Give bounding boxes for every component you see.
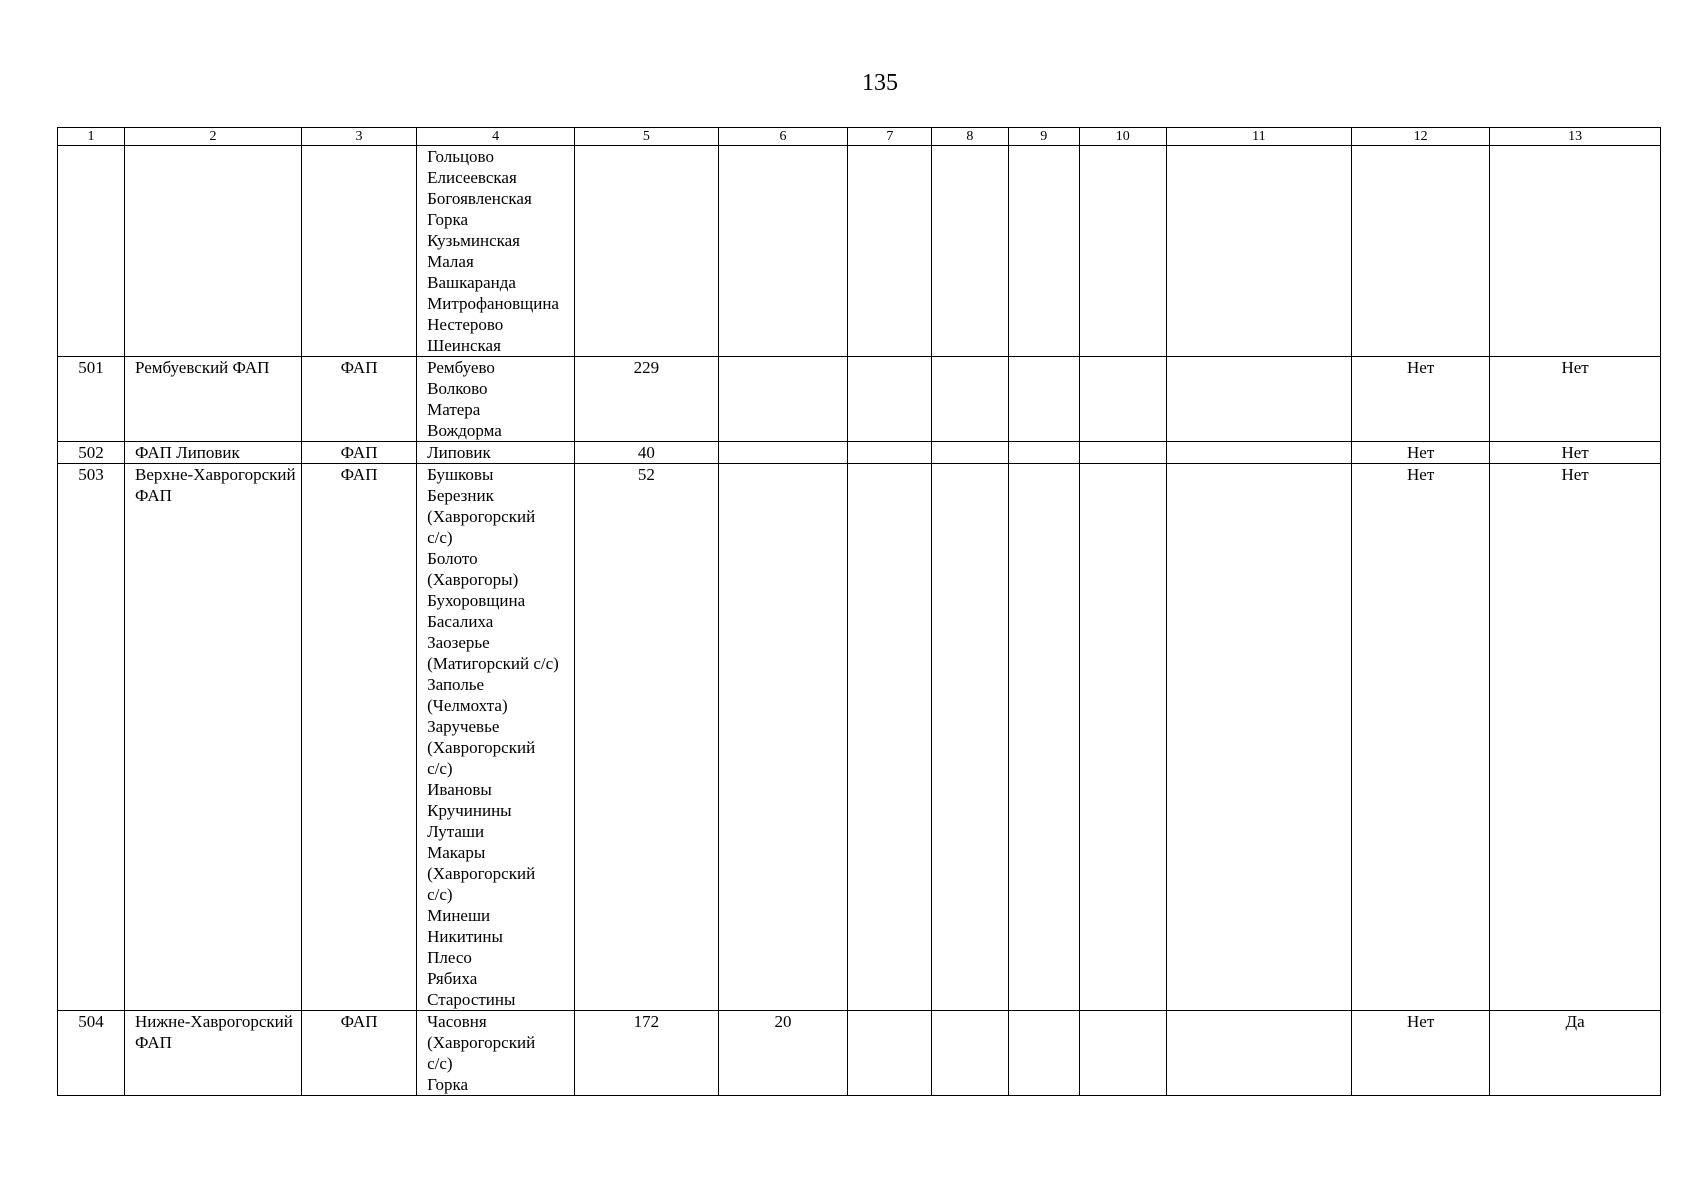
col5-cell xyxy=(575,146,718,357)
col8-cell xyxy=(932,442,1008,464)
place-name: Липовик xyxy=(427,443,491,462)
col8-cell xyxy=(932,357,1008,442)
col10-cell xyxy=(1079,1011,1166,1096)
table-row xyxy=(58,464,1661,1011)
place-name: (Хаврогорский xyxy=(427,1033,536,1052)
place-name: Старостины xyxy=(427,990,516,1009)
place-name: Горка xyxy=(427,1075,468,1094)
col10-cell xyxy=(1079,442,1166,464)
col13-cell: Нет xyxy=(1490,464,1661,1011)
places-cell xyxy=(417,1011,575,1096)
column-header: 8 xyxy=(932,128,1008,146)
col7-cell xyxy=(848,357,932,442)
column-header: 7 xyxy=(848,128,932,146)
table-row xyxy=(58,1011,1661,1096)
column-header: 10 xyxy=(1079,128,1166,146)
column-header: 6 xyxy=(718,128,848,146)
place-name: Заполье xyxy=(427,675,485,694)
place-name: (Хаврогорский xyxy=(427,864,536,883)
column-header: 3 xyxy=(301,128,416,146)
place-name: Кузьминская xyxy=(427,231,521,250)
column-header: 2 xyxy=(125,128,302,146)
facility-type-cell: ФАП xyxy=(301,442,416,464)
col7-cell xyxy=(848,1011,932,1096)
place-name: Заручевье xyxy=(427,717,500,736)
place-name: Минеши xyxy=(427,906,491,925)
col12-cell: Нет xyxy=(1352,464,1490,1011)
facility-name-cell: ФАП Липовик xyxy=(125,442,302,464)
place-name: Макары xyxy=(427,843,486,862)
table-row xyxy=(58,442,1661,464)
col9-cell xyxy=(1008,357,1079,442)
col7-cell xyxy=(848,464,932,1011)
place-name: Заозерье xyxy=(427,633,490,652)
column-header: 12 xyxy=(1352,128,1490,146)
col11-cell xyxy=(1166,442,1351,464)
col9-cell xyxy=(1008,442,1079,464)
col5-cell: 40 xyxy=(575,442,718,464)
col9-cell xyxy=(1008,146,1079,357)
facility-type-cell: ФАП xyxy=(301,464,416,1011)
place-name: (Хаврогорский xyxy=(427,507,536,526)
col10-cell xyxy=(1079,357,1166,442)
place-name: Березник xyxy=(427,486,494,505)
row-number-cell: 504 xyxy=(58,1011,125,1096)
column-header: 9 xyxy=(1008,128,1079,146)
facility-name-cell: Верхне-Хаврогорский ФАП xyxy=(125,464,302,1011)
places-cell xyxy=(417,464,575,1011)
place-name: Матера xyxy=(427,400,481,419)
col13-cell xyxy=(1490,146,1661,357)
facility-name-cell: Нижне-Хаврогорский ФАП xyxy=(125,1011,302,1096)
col6-cell xyxy=(718,464,848,1011)
facility-type-cell: ФАП xyxy=(301,357,416,442)
col11-cell xyxy=(1166,357,1351,442)
col13-cell: Да xyxy=(1490,1011,1661,1096)
place-name: Гольцово xyxy=(427,147,494,166)
facility-type-cell xyxy=(301,146,416,357)
place-name: Вашкаранда xyxy=(427,273,516,292)
place-name: Горка xyxy=(427,210,468,229)
col6-cell xyxy=(718,146,848,357)
place-name: (Хаврогоры) xyxy=(427,570,519,589)
col8-cell xyxy=(932,464,1008,1011)
place-name: (Матигорский с/с) xyxy=(427,654,559,673)
place-name: (Хаврогорский xyxy=(427,738,536,757)
col11-cell xyxy=(1166,464,1351,1011)
facility-name-cell xyxy=(125,146,302,357)
place-name: Богоявленская xyxy=(427,189,532,208)
places-cell xyxy=(417,442,575,464)
place-name: Бухоровщина xyxy=(427,591,526,610)
data-table xyxy=(57,127,1661,1096)
column-header: 5 xyxy=(575,128,718,146)
place-name: с/с) xyxy=(427,1054,453,1073)
place-name: Ивановы xyxy=(427,780,492,799)
col6-cell xyxy=(718,357,848,442)
col12-cell: Нет xyxy=(1352,357,1490,442)
col12-cell: Нет xyxy=(1352,1011,1490,1096)
place-name: с/с) xyxy=(427,759,453,778)
place-name: Митрофановщина xyxy=(427,294,559,313)
page-number: 135 xyxy=(862,70,898,96)
column-header-row xyxy=(58,128,1661,146)
column-header: 11 xyxy=(1166,128,1351,146)
place-name: Плесо xyxy=(427,948,472,967)
place-name: Басалиха xyxy=(427,612,494,631)
place-name: Малая xyxy=(427,252,474,271)
col12-cell: Нет xyxy=(1352,442,1490,464)
place-name: Елисеевская xyxy=(427,168,517,187)
col8-cell xyxy=(932,1011,1008,1096)
place-name: Никитины xyxy=(427,927,503,946)
column-header: 1 xyxy=(58,128,125,146)
col6-cell xyxy=(718,442,848,464)
place-name: с/с) xyxy=(427,885,453,904)
col9-cell xyxy=(1008,464,1079,1011)
row-number-cell: 501 xyxy=(58,357,125,442)
place-name: Часовня xyxy=(427,1012,487,1031)
col11-cell xyxy=(1166,146,1351,357)
col12-cell xyxy=(1352,146,1490,357)
col9-cell xyxy=(1008,1011,1079,1096)
place-name: Рембуево xyxy=(427,358,495,377)
col7-cell xyxy=(848,442,932,464)
row-number-cell xyxy=(58,146,125,357)
place-name: Луташи xyxy=(427,822,485,841)
col13-cell: Нет xyxy=(1490,357,1661,442)
table-row xyxy=(58,357,1661,442)
column-header: 4 xyxy=(417,128,575,146)
place-name: с/с) xyxy=(427,528,453,547)
column-header: 13 xyxy=(1490,128,1661,146)
row-number-cell: 503 xyxy=(58,464,125,1011)
place-name: Волково xyxy=(427,379,488,398)
place-name: Шеинская xyxy=(427,336,501,355)
place-name: (Челмохта) xyxy=(427,696,508,715)
place-name: Бушковы xyxy=(427,465,494,484)
col10-cell xyxy=(1079,464,1166,1011)
col6-cell: 20 xyxy=(718,1011,848,1096)
place-name: Болото xyxy=(427,549,478,568)
col13-cell: Нет xyxy=(1490,442,1661,464)
facility-type-cell: ФАП xyxy=(301,1011,416,1096)
col8-cell xyxy=(932,146,1008,357)
col10-cell xyxy=(1079,146,1166,357)
facility-name-cell: Рембуевский ФАП xyxy=(125,357,302,442)
place-name: Нестерово xyxy=(427,315,504,334)
row-number-cell: 502 xyxy=(58,442,125,464)
col5-cell: 229 xyxy=(575,357,718,442)
places-cell xyxy=(417,357,575,442)
place-name: Рябиха xyxy=(427,969,478,988)
place-name: Кручинины xyxy=(427,801,512,820)
col7-cell xyxy=(848,146,932,357)
table-row xyxy=(58,146,1661,357)
col5-cell: 172 xyxy=(575,1011,718,1096)
places-cell xyxy=(417,146,575,357)
col11-cell xyxy=(1166,1011,1351,1096)
place-name: Вождорма xyxy=(427,421,502,440)
col5-cell: 52 xyxy=(575,464,718,1011)
